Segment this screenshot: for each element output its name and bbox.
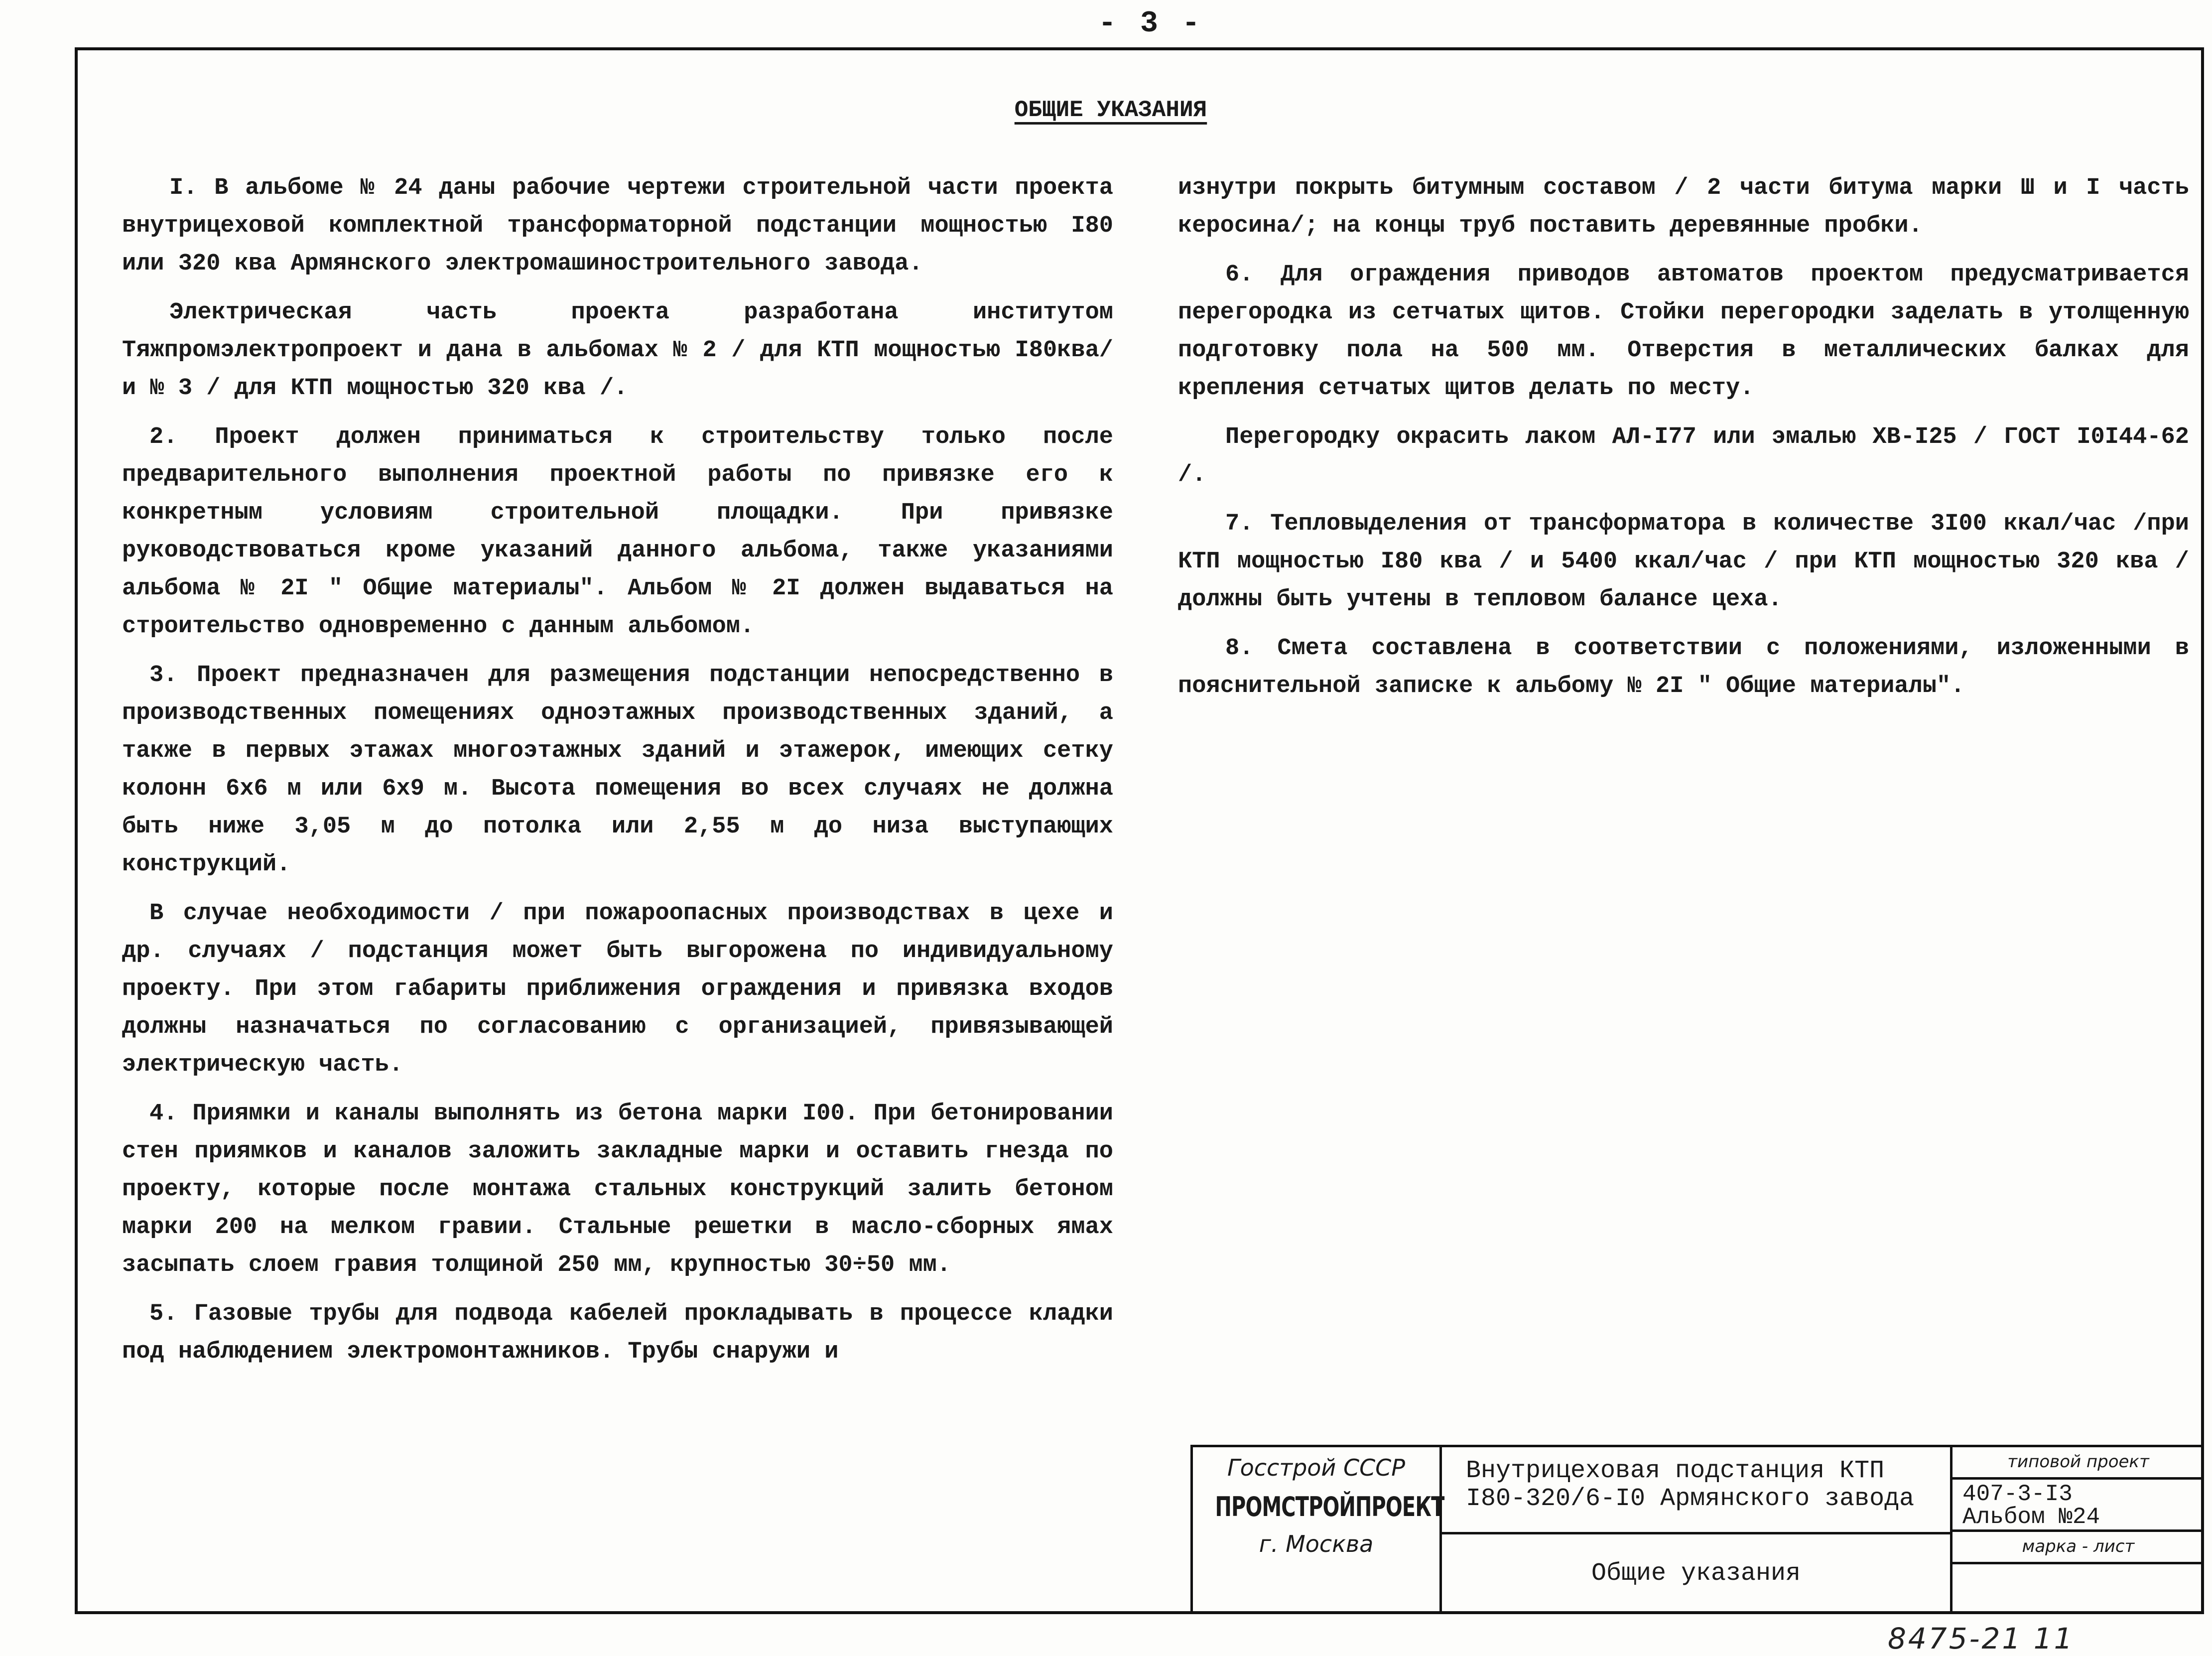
album-code: 407-3-I3 Альбом №24 <box>1952 1480 2204 1532</box>
paragraph-4: 4. Приямки и каналы выполнять из бетона марки I00. При бетонировании стен приямков и каналов заложить закладные марки и оставить гнезда по проекту, которые после монтажа стальных конструкций залить бетоном марки 200 на мелком гравии. Стальные решетки в масло-сборных ямах засыпать слоем гравия толщиной 250 мм, крупностью 30÷50 мм. <box>122 1101 1113 1278</box>
paragraph-2: 2. Проект должен приниматься к строительству только после предварительного выполнения проектной работы по привязке его к конкретным условиям строительной площадки. При привязке руководствоваться кроме указаний данного альбома, также указаниями альбома № 2I " Общие материалы". Альбом № 2I должен выдаваться на строительство одновременно с данным альбомом. <box>122 424 1113 640</box>
paragraph-6: 6. Для ограждения приводов автоматов проектом предусматривается перегородка из сетчатых щитов. Стойки перегородки заделать в утолщенную подготовку пола на 500 мм. Отверстия в металлических балках для крепления сетчатых щитов делать по месту. <box>1178 262 2189 402</box>
title-block <box>1190 1445 2204 1614</box>
paragraph-6b: Перегородку окрасить лаком АЛ-I77 или эмалью ХВ-I25 / ГОСТ I0I44-62 /. <box>1178 424 2189 488</box>
paragraph-3b: В случае необходимости / при пожароопасных производствах в цехе и др. случаях / подстанция может быть выгорожена по индивидуальному проекту. При этом габариты приближения ограждения и привязка входов должны назначаться по согласованию с организацией, привязывающей электрическую часть. <box>122 900 1113 1078</box>
typical-project-label: типовой проект <box>1952 1447 2204 1480</box>
right-column <box>1178 169 2189 716</box>
handwritten-number: 8475-21 11 <box>1888 1622 2075 1656</box>
org-gosstroy: Госстрой СССР <box>1227 1454 1406 1481</box>
paragraph-3: 3. Проект предназначен для размещения подстанции непосредственно в производственных помещениях одноэтажных производственных зданий, а также в первых этажах многоэтажных зданий и этажерок, имеющих сетку колонн 6х6 м или 6х9 м. Высота помещения во всех случаях не должна быть ниже 3,05 м до потолка или 2,55 м до низа выступающих конструкций. <box>122 662 1113 878</box>
paragraph-1b: Электрическая часть проекта разработана институтом Тяжпромэлектропроект и дана в альбомах № 2 / для КТП мощностью I80ква/ и № 3 / для КТП мощностью 320 ква /. <box>122 299 1113 402</box>
mark-sheet-label: марка - лист <box>1952 1532 2204 1564</box>
org-institute: ПРОМСТРОЙПРОЕКТ <box>1215 1491 1444 1522</box>
paragraph-1: I. В альбоме № 24 даны рабочие чертежи строительной части проекта внутрицеховой комплектной трансформаторной подстанции мощностью I80 или 320 ква Армянского электромашиностроительного завода. <box>122 175 1113 277</box>
paragraph-8: 8. Смета составлена в соответствии с положениями, изложенными в пояснительной записке к альбому № 2I " Общие материалы". <box>1178 635 2189 699</box>
left-column <box>122 169 1113 1382</box>
paragraph-5-cont: изнутри покрыть битумным составом / 2 части битума марки Ш и I часть керосина/; на концы труб поставить деревянные пробки. <box>1178 175 2189 239</box>
paragraph-5: 5. Газовые трубы для подвода кабелей прокладывать в процессе кладки под наблюдением электромонтажников. Трубы снаружи и <box>122 1301 1113 1365</box>
page-number: - 3 - <box>1098 7 1203 41</box>
title-block-codes <box>1950 1447 2204 1614</box>
title-block-organization <box>1193 1447 1442 1614</box>
title-block-subtitle: Общие указания <box>1591 1559 1801 1588</box>
document-heading: ОБЩИЕ УКАЗАНИЯ <box>1014 97 1207 123</box>
paragraph-7: 7. Тепловыделения от трансформатора в количестве 3I00 ккал/час /при КТП мощностью I80 ква / и 5400 ккал/час / при КТП мощностью 320 ква / должны быть учтены в тепловом балансе цеха. <box>1178 511 2189 613</box>
title-block-title: Внутрицеховая подстанция КТП I80-320/6-I0 Армянского завода <box>1442 1447 1950 1534</box>
org-city: г. Москва <box>1259 1530 1374 1557</box>
